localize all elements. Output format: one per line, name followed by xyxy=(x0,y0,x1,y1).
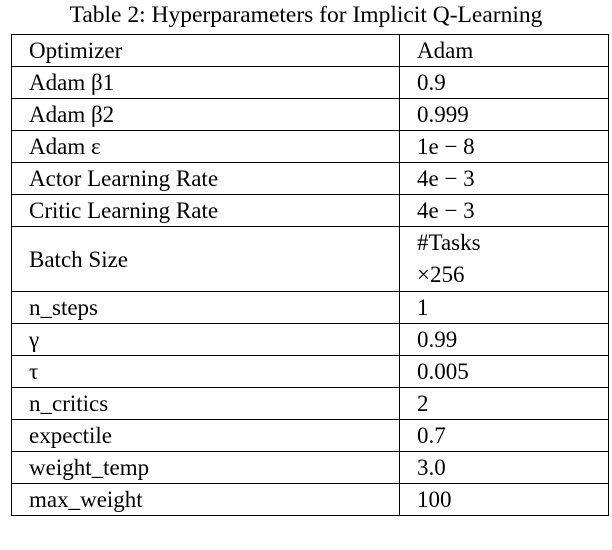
param-name: γ xyxy=(12,324,400,356)
param-value: 4e − 3 xyxy=(400,163,609,195)
param-value: 0.7 xyxy=(400,420,609,452)
table-row xyxy=(12,452,609,484)
param-value: 2 xyxy=(400,388,609,420)
param-name: Optimizer xyxy=(12,35,400,67)
param-name: Actor Learning Rate xyxy=(12,163,400,195)
table-row xyxy=(12,420,609,452)
table-row xyxy=(12,388,609,420)
param-name: n_critics xyxy=(12,388,400,420)
table-row xyxy=(12,292,609,324)
param-value-line2: ×256 xyxy=(417,262,465,287)
param-name: Adam β2 xyxy=(12,99,400,131)
param-value: 4e − 3 xyxy=(400,195,609,227)
param-value: Adam xyxy=(400,35,609,67)
param-value: 3.0 xyxy=(400,452,609,484)
param-name: weight_temp xyxy=(12,452,400,484)
table-row xyxy=(12,324,609,356)
table-row xyxy=(12,99,609,131)
param-value-line1: #Tasks xyxy=(417,230,481,255)
param-name: Batch Size xyxy=(12,227,400,292)
table-row xyxy=(12,227,609,292)
table-row xyxy=(12,195,609,227)
param-name: max_weight xyxy=(12,484,400,516)
param-value: 1e − 8 xyxy=(400,131,609,163)
param-value xyxy=(400,227,609,292)
param-name: Adam ε xyxy=(12,131,400,163)
param-value: 0.999 xyxy=(400,99,609,131)
table-row xyxy=(12,356,609,388)
param-value: 1 xyxy=(400,292,609,324)
table-row xyxy=(12,484,609,516)
table-row xyxy=(12,35,609,67)
table-row xyxy=(12,131,609,163)
param-name: τ xyxy=(12,356,400,388)
table-row xyxy=(12,67,609,99)
param-value: 0.005 xyxy=(400,356,609,388)
hyperparameter-table xyxy=(11,34,609,516)
table-body xyxy=(12,35,609,516)
table-caption: Table 2: Hyperparameters for Implicit Q-Learning xyxy=(69,2,543,28)
param-name: n_steps xyxy=(12,292,400,324)
param-name: Critic Learning Rate xyxy=(12,195,400,227)
param-value: 0.99 xyxy=(400,324,609,356)
param-value: 100 xyxy=(400,484,609,516)
param-value: 0.9 xyxy=(400,67,609,99)
param-name: Adam β1 xyxy=(12,67,400,99)
param-name: expectile xyxy=(12,420,400,452)
table-row xyxy=(12,163,609,195)
